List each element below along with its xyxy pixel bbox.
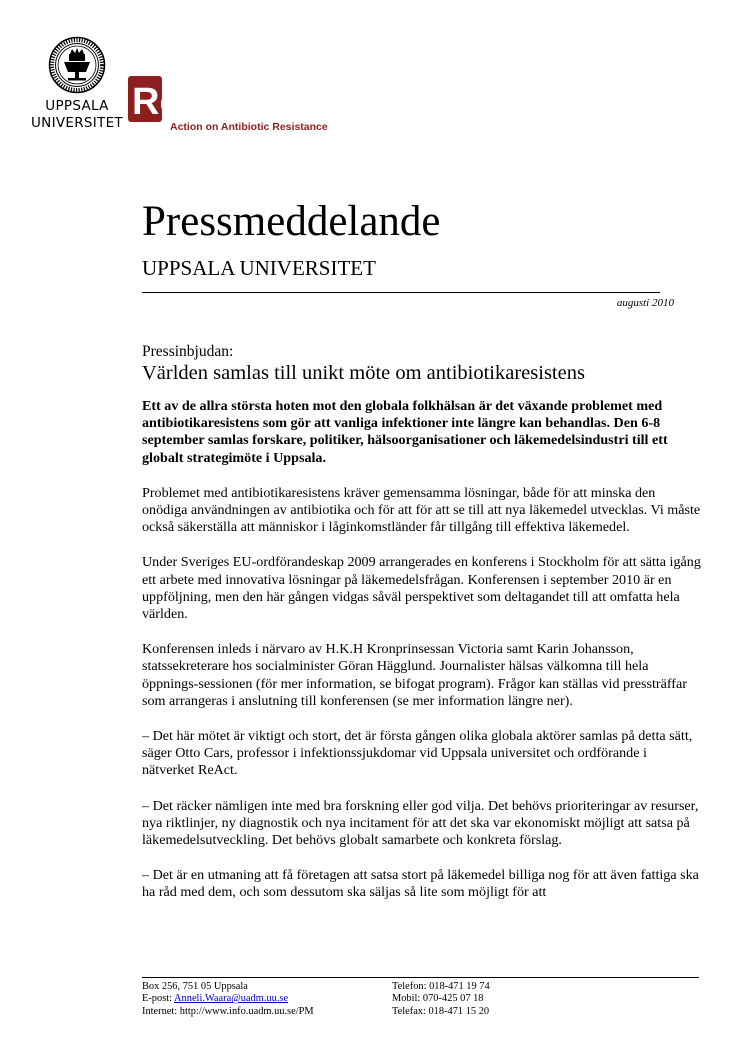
article-body (142, 342, 702, 920)
postal-address: Box 256, 751 05 Uppsala (142, 981, 248, 992)
footer-right-column (392, 981, 490, 1018)
email-line (142, 993, 314, 1005)
header-divider (142, 292, 660, 293)
body-paragraph: Problemet med antibiotikaresistens kräver gemensamma lösningar, både för att minska den onödiga användningen av antibiotika och för att för att se till att nya läkemedel utvecklas. Vi måste också säkerställa att människor i låginkomstländer får tillgång till effektiva läkemedel. (142, 484, 701, 536)
article-headline: Världen samlas till unikt möte om antibiotikaresistens (142, 362, 585, 384)
email-label: E-post: (142, 993, 175, 1005)
quote-paragraph: – Det är en utmaning att få företagen att satsa stort på läkemedel billiga nog för att även fattiga ska ha råd med dem, och som dessutom ska säljas så lite som möjligt för att (142, 867, 699, 901)
react-logo (128, 76, 358, 136)
body-paragraph: Konferensen inleds i närvaro av H.K.H Kronprinsessan Victoria samt Karin Johansson, statssekreterare hos socialminister Göran Hägglund. Journalister hälsas välkomna till hela öppnings-sessionen (för mer information, se bifogat program). Frågor kan ställas vid pressträffar som arrangeras i anslutning till konferensen (se mer information längre ner). (142, 641, 687, 709)
uppsala-wordmark-line1: UPPSALA (45, 98, 109, 114)
body-paragraph: Under Sveriges EU-ordförandeskap 2009 arrangerades en konferens i Stockholm för att sätta igång ett arbete med innovativa lösningar på läkemedelsfrågan. Konferensen i september 2010 är en uppföljning, men den här gången vidgas såväl perspektivet som deltagandet till att omfatta hela världen. (142, 554, 701, 623)
quote-paragraph: – Det räcker nämligen inte med bra forskning eller god vilja. Det behövs prioriteringar av resurser, nya riktlinjer, ny diagnostik och nya incitament för att det ska var ekonomiskt möjligt att satsa på läkemedelsutveckling. Det behövs globalt samarbete och konkreta förslag. (142, 797, 699, 849)
university-seal-icon (48, 36, 106, 94)
page-subtitle: UPPSALA UNIVERSITET (142, 256, 376, 280)
email-link[interactable]: Anneli.Waara@uadm.uu.se (174, 993, 289, 1005)
invitation-label: Pressinbjudan: (142, 343, 234, 360)
fax-number: Telefax: 018-471 15 20 (392, 1005, 490, 1017)
quote-paragraph: – Det här mötet är viktigt och stort, det är första gången olika globala aktörer samlas på detta sätt, säger Otto Cars, professor i infektionssjukdomar vid Uppsala universitet och ordförande i nätverket ReAct. (142, 728, 693, 779)
react-logo-icon (128, 76, 358, 136)
footer-left-column (142, 981, 314, 1018)
page-title: Pressmeddelande (142, 198, 441, 245)
uppsala-university-logo (22, 36, 132, 132)
lead-paragraph: Ett av de allra största hoten mot den globala folkhälsan är det växande problemet med antibiotikaresistens som gör att vanliga infektioner inte längre kan behandlas. Den 6-8 september samlas forskare, politiker, hälsoorganisationer och läkemedelsindustri till ett globalt strategimöte i Uppsala. (142, 398, 668, 466)
release-date: augusti 2010 (616, 297, 674, 309)
uppsala-wordmark-line2: UNIVERSITET (31, 115, 123, 131)
footer-divider (142, 977, 699, 978)
mobile-number: Mobil: 070-425 07 18 (392, 993, 484, 1005)
phone-number: Telefon: 018-471 19 74 (392, 981, 490, 992)
react-tagline: Action on Antibiotic Resistance (170, 121, 328, 133)
react-name: ReAct (132, 81, 242, 123)
internet-address: Internet: http://www.info.uadm.uu.se/PM (142, 1005, 314, 1017)
